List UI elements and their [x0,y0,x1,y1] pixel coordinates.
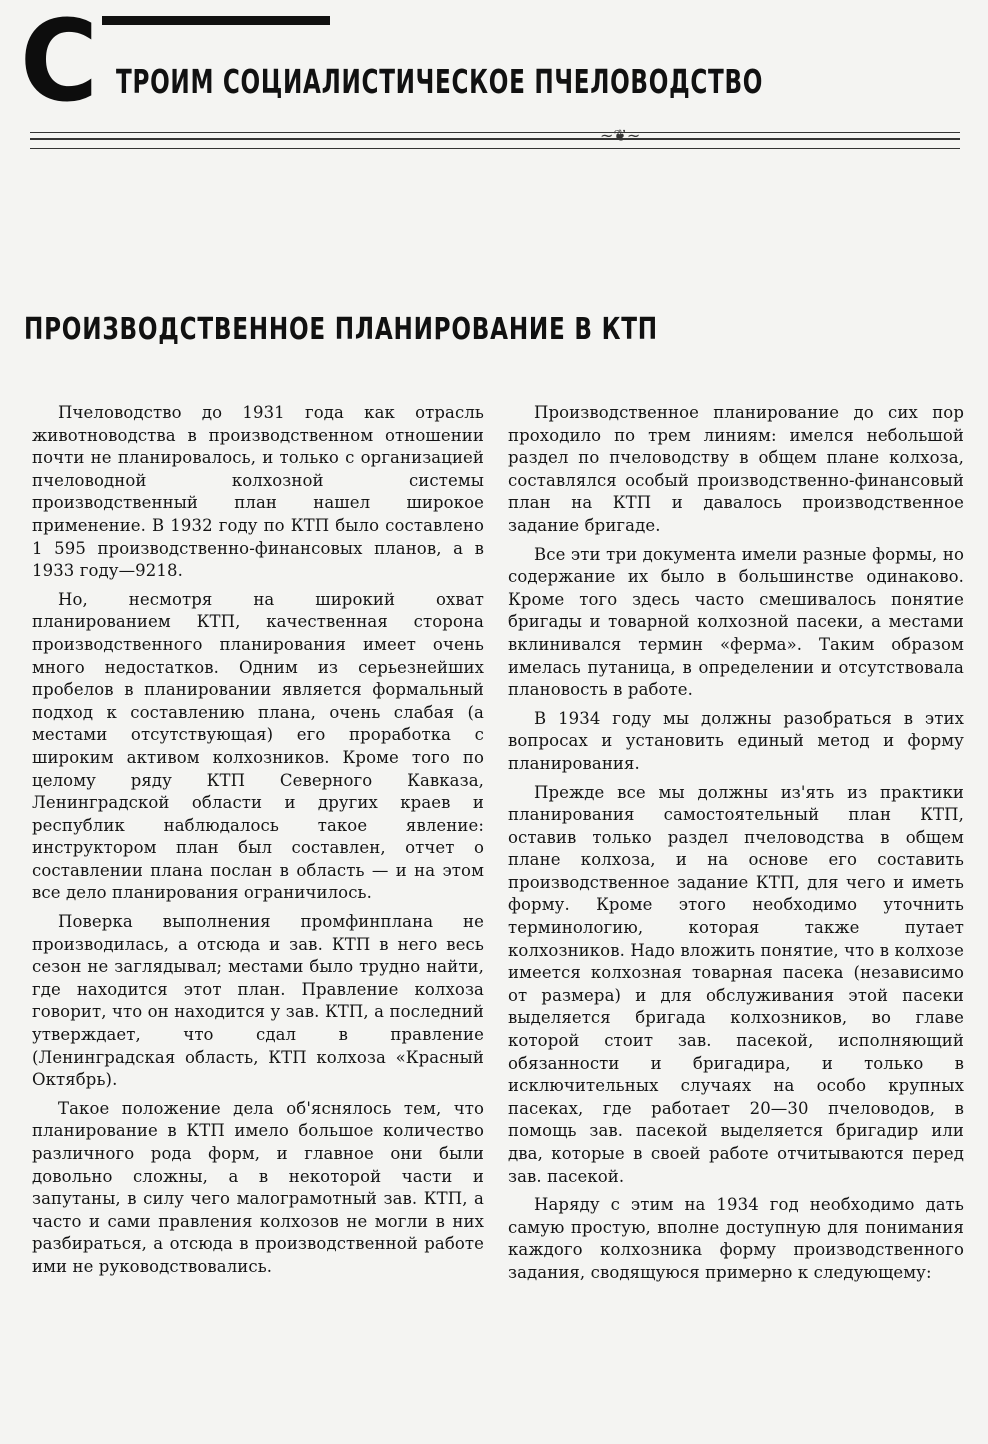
ornament-icon: ~❦~ [600,126,641,145]
paragraph: Прежде все мы должны из'ять из практики планирования самостоятельный план КТП, оставив только раздел пчеловодства в общем плане колхоза, и на основе его составить производственное задание КТП, для чего и иметь форму. Кроме этого необходимо уточнить терминологию, которая также путает колхозников. Надо вложить понятие, что в колхозе имеется колхозная товарная пасека (независимо от размера) и для обслуживания этой пасеки выделяется бригада колхозников, во главе которой стоит зав. пасекой, исполняющий обязанности и бригадира, и только в исключительных случаях на особо крупных пасеках, где работает 20—30 пчеловодов, в помощь зав. пасекой выделяется бригадир или два, которые в своей работе отчитываются перед зав. пасекой. [508,782,964,1186]
right-column [508,402,964,1291]
paragraph: Поверка выполнения промфинплана не производилась, а отсюда и зав. КТП в него весь сезон не заглядывал; местами было трудно найти, где находится этот план. Правление колхоза говорит, что он находится у зав. КТП, а последний утверждает, что сдал в правление (Ленинградская область, КТП колхоза «Красный Октябрь). [32,912,484,1090]
article-title: ПРОИЗВОДСТВЕННОЕ ПЛАНИРОВАНИЕ В КТП [24,312,658,347]
paragraph: Пчеловодство до 1931 года как отрасль животноводства в производственном отношении почти не планировалось, и только с организацией пчеловодной колхозной системы производственный план нашел широкое применение. В 1932 году по КТП было составлено 1 595 производственно-финансовых планов, а в 1933 году—9218. [32,403,484,581]
paragraph: Производственное планирование до сих пор проходило по трем линиям: имелся небольшой раздел по пчеловодству в общем плане колхоза, составлялся особый производственно-финансовый план на КТП и давалось производственное задание бригаде. [508,403,964,535]
ornamental-divider [30,122,960,162]
section-title: ТРОИМ СОЦИАЛИСТИЧЕСКОЕ ПЧЕЛОВОДСТВО [116,62,764,101]
left-column [32,402,484,1285]
paragraph: В 1934 году мы должны разобраться в этих вопросах и установить единый метод и форму планирования. [508,708,964,773]
paragraph: Такое положение дела об'яснялось тем, что планирование в КТП имело большое количество различного рода форм, и главное они были довольно сложны, а в некоторой части и запутаны, в силу чего малограмотный зав. КТП, а часто и сами правления колхозов не могли в них разбираться, а отсюда в производственной работе ими не руководствовались. [32,1098,484,1276]
divider-line [30,148,960,149]
section-header [20,0,968,127]
drop-initial: С [20,0,95,127]
paragraph: Но, несмотря на широкий охват планированием КТП, качественная сторона производственного планирования имеет очень много недостатков. Одним из серьезнейших пробелов в планировании является формальный подход к составлению плана, очень слабая (а местами отсутствующая) его проработка с широким активом колхозников. Кроме того по целому ряду КТП Северного Кавказа, Ленинградской области и других краев и республик наблюдалось такое явление: инструктором план был составлен, отчет о составлении плана послан в область — и на этом все дело планирования ограничилось. [32,589,484,903]
paragraph: Наряду с этим на 1934 год необходимо дать самую простую, вполне доступную для понимания каждого колхозника форму производственного задания, сводящуюся примерно к следующему: [508,1195,964,1282]
divider-line [30,138,960,140]
divider-line [30,132,960,133]
paragraph: Все эти три документа имели разные формы, но содержание их было в большинстве одинаково. Кроме того здесь часто смешивалось понятие бригады и товарной колхозной пасеки, а местами вклинивался термин «ферма». Таким образом имелась путаница, в определении и отсутствовала плановость в работе. [508,544,964,700]
